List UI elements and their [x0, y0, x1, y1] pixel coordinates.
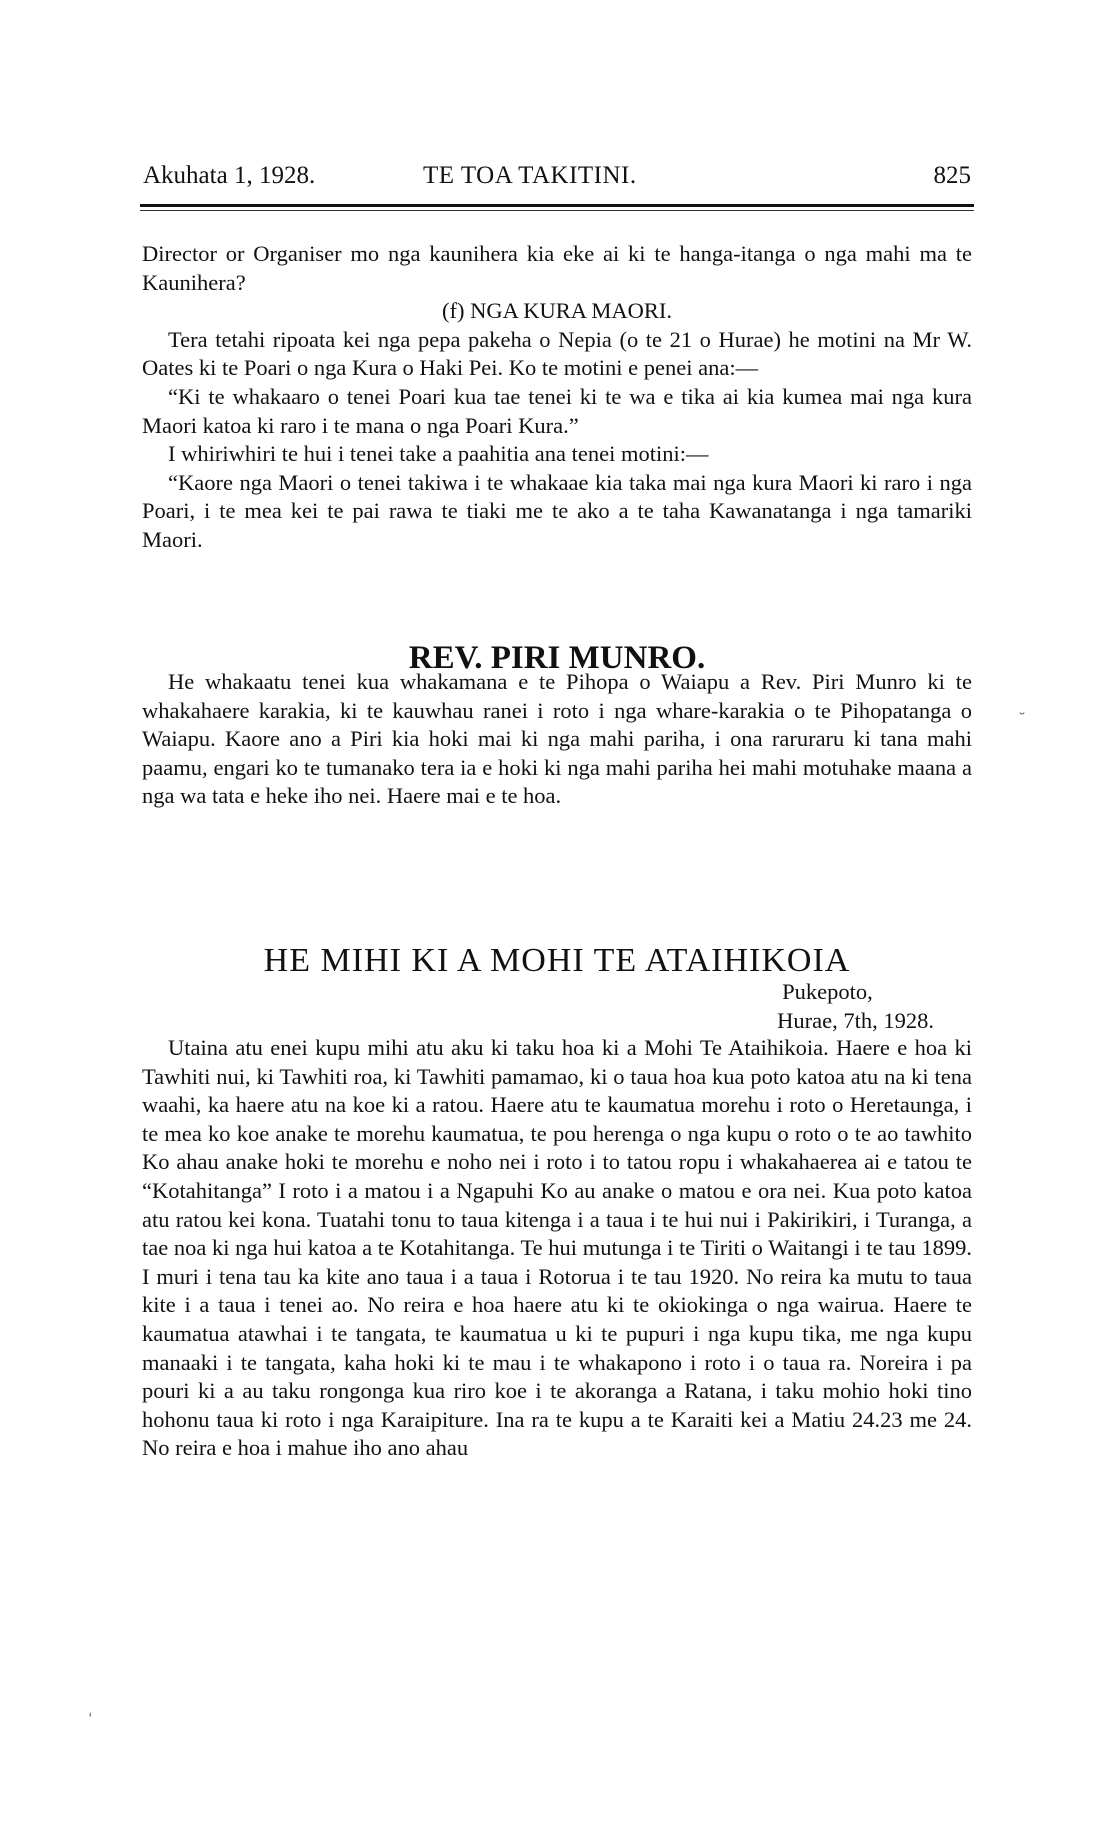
header-title: TE TOA TAKITINI. [423, 162, 637, 189]
heading-mihi-mohi: HE MIHI KI A MOHI TE ATAIHIKOIA [263, 942, 851, 979]
margin-mark-left: ˈ [88, 1710, 93, 1729]
paragraph-mihi: Utaina atu enei kupu mihi atu aku ki taku hoa ki a Mohi Te Ataihikoia. Haere e hoa ki Tawhiti nui, ki Tawhiti roa, ki Tawhiti pamamao, ki o taua hoa kua poto katoa atu na ki tena waahi, ka haere atu na koe ki a ratou. Haere atu te kaumatua morehu i roto o Heretaunga, i te mea ko koe anake te morehu kaumatua, te pou herenga o nga kupu o roto o te ao tawhito Ko ahau anake hoki te morehu e noho nei i roto i to tatou ropu i whakahaerea ai e tatou te “Kotahitanga” I roto i a matou i a Ngapuhi Ko au anake o matou e ora nei. Kua poto katoa atu ratou kei kona. Tuatahi tonu to taua kitenga i a taua i te hui nui i Pakirikiri, i Turanga, a tae noa ki nga hui katoa a te Kotahitanga. Te hui mutunga i te Tiriti o Waitangi i te tau 1899. I muri i tena tau ka kite ano taua i a taua i Rotorua i te tau 1920. No reira ka mutu to taua kite i a taua i tenei ao. No reira e hoa haere atu ki te okiokinga o nga wairua. Haere te kaumatua atawhai i te tangata, te kaumatua u ki te pupuri i nga kupu tika, me nga kupu manaaki i te tangata, kaha hoki ki te mau i te whakapono i roto i o taua ra. Noreira i pa pouri ki a au taku rongonga kua riro koe i te akoranga a Ratana, i taku mohio hoki tino hohonu taua ki roto i nga Karaipiture. Ina ra te kupu a te Karaiti kei a Matiu 24.23 me 24. No reira e hoa i mahue iho ano ahau [142, 1035, 972, 1461]
paragraph-ripoata: Tera tetahi ripoata kei nga pepa pakeha o Nepia (o te 21 o Hurae) he motini na Mr W. Oates ki te Poari o nga Kura o Haki Pei. Ko te motini e penei ana:— [142, 326, 972, 381]
paragraph-piri-munro: He whakaatu tenei kua whakamana e te Pihopa o Waiapu a Rev. Piri Munro ki te whakahaere karakia, ki te kauwhau ranei i roto i nga whare-karakia o te Pihopatanga o Waiapu. Kaore ano a Piri kia hoki mai ki nga mahi pariha, i ona raruraru ki tana mahi paamu, engari ko te tumanako tera ia e hoki ki nga mahi pariha hei mahi motuhake maana a nga wa tata e heke iho nei. Haere mai e te hoa. [142, 669, 972, 809]
letter-date: Hurae, 7th, 1928. [777, 1007, 934, 1033]
page-number: 825 [933, 162, 971, 189]
section-rev-piri-munro [142, 668, 972, 811]
paragraph-director: Director or Organiser mo nga kaunihera kia eke ai ki te hanga-itanga o nga mahi ma te Kaunihera? [142, 241, 972, 295]
section-mihi [142, 1034, 972, 1463]
header-date: Akuhata 1, 1928. [143, 162, 316, 189]
letter-place: Pukepoto, [782, 979, 873, 1004]
quote-motini: “Ki te whakaaro o tenei Poari kua tae tenei ki te wa e tika ai kia kumea mai nga kura Maori katoa ki raro i te mana o nga Poari Kura.” [142, 383, 972, 438]
heading-rev-piri-munro: REV. PIRI MUNRO. [408, 640, 706, 676]
paragraph-whiriwhiri: I whiriwhiri te hui i tenei take a paahitia ana tenei motini:— [168, 441, 709, 467]
header-rule-thin [140, 210, 974, 211]
section-nga-kura-maori [142, 240, 972, 555]
quote-kaore: “Kaore nga Maori o tenei takiwa i te whakaae kia taka mai nga kura Maori ki raro i nga Poari, i te mea kei te pai rawa te tiaki me te ako a te taha Kawanatanga i nga tamariki Maori. [142, 469, 972, 552]
subheading-nga-kura-maori: (f) NGA KURA MAORI. [442, 298, 672, 324]
page-header [143, 160, 971, 196]
margin-mark-right: ˘ [1018, 710, 1026, 729]
letter-dateline [777, 978, 934, 1035]
header-rule-thick [140, 204, 974, 207]
